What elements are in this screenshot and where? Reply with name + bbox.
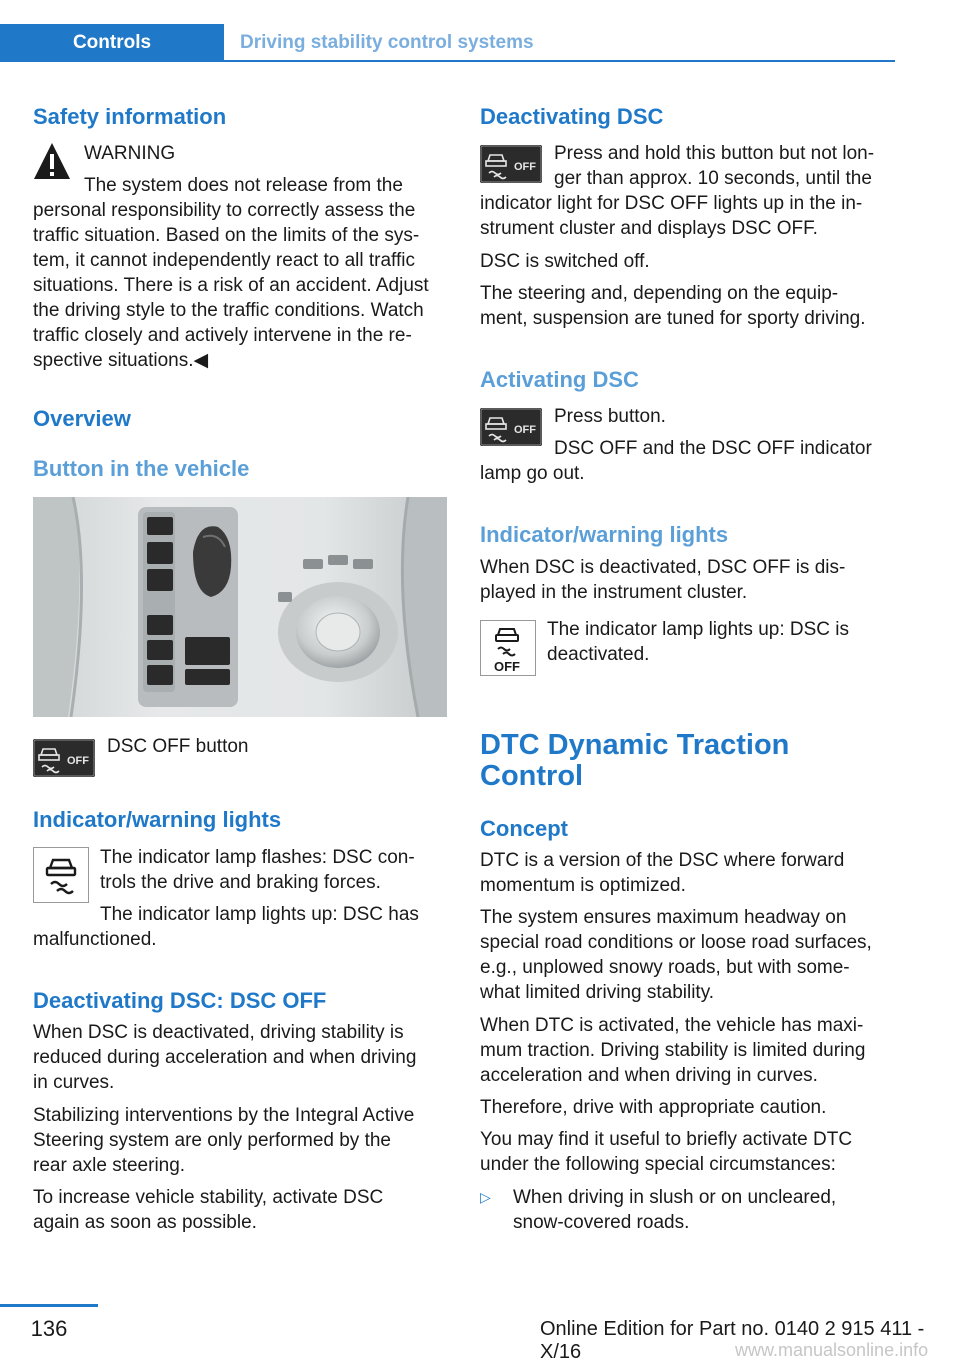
header-section-title: Driving stability control systems [240, 32, 534, 53]
concept-p3-line-2: mum traction. Driving stability is limited during [480, 1040, 866, 1061]
concept-p5-line-1: You may find it useful to briefly activate DTC [480, 1129, 853, 1150]
deactivating-p3-line-1: To increase vehicle stability, activate DSC [33, 1187, 384, 1208]
ind-p1-line-2: played in the instrument cluster. [480, 582, 748, 603]
deact-line-1: Press and hold this button but not lon- [554, 143, 875, 164]
warning-line-4: tem, it cannot independently react to all traffic [33, 250, 415, 271]
warning-line-1: The system does not release from the [84, 175, 403, 196]
dsc-off-button-icon-2 [480, 145, 542, 183]
concept-p2-line-1: The system ensures maximum headway on [480, 907, 847, 928]
dsc-off-indicator-icon [480, 620, 536, 676]
deactivating-p2-line-2: Steering system are only performed by the [33, 1130, 392, 1151]
svg-text:OFF: OFF [514, 424, 536, 436]
concept-p1-line-1: DTC is a version of the DSC where forward [480, 850, 845, 871]
ind-p1-line-1: When DSC is deactivated, DSC OFF is dis- [480, 557, 846, 578]
deact-line-4: strument cluster and displays DSC OFF. [480, 218, 818, 239]
indicator-heading-left: Indicator/warning lights [33, 807, 282, 832]
dsc-off-button-icon [33, 739, 95, 777]
header-chapter-tab[interactable] [0, 24, 224, 62]
concept-p1-line-2: momentum is optimized. [480, 875, 686, 896]
off-text: OFF [67, 755, 89, 767]
page-number: 136 [30, 1316, 68, 1341]
dsc-indicator-icon [33, 847, 89, 903]
steering-line-1: The steering and, depending on the equip- [480, 283, 839, 304]
overview-heading: Overview [33, 406, 131, 431]
header-chapter-label: Controls [72, 32, 152, 53]
footer-edition: Online Edition for Part no. 0140 2 915 411 - X/16 [540, 1318, 925, 1362]
header-rule [224, 60, 895, 62]
svg-text:OFF: OFF [514, 161, 536, 173]
indicator-text-1-line-1: The indicator lamp flashes: DSC con- [100, 847, 415, 868]
footer-rule [0, 1304, 98, 1307]
footer-watermark[interactable]: www.manualsonline.info [735, 1340, 929, 1360]
deact-line-3: indicator light for DSC OFF lights up in the in- [480, 193, 863, 214]
off-label: OFF [494, 659, 520, 674]
bullet-1-line-1: When driving in slush or on uncleared, [513, 1187, 837, 1208]
warning-line-3: traffic situation. Based on the limits of the sys- [33, 225, 420, 246]
indicator-text-2-line-2: malfunctioned. [33, 929, 157, 950]
dtc-heading-line-2: Control [480, 760, 584, 792]
warning-line-5: situations. There is a risk of an accident. Adjust [33, 275, 429, 296]
activating-dsc-heading: Activating DSC [480, 367, 639, 392]
concept-p2-line-4: what limited driving stability. [480, 982, 715, 1003]
indicator-text-2-line-1: The indicator lamp lights up: DSC has [100, 904, 419, 925]
bullet-1-line-2: snow-covered roads. [513, 1212, 690, 1233]
dsc-switched-off-text: DSC is switched off. [480, 251, 650, 272]
concept-p4: Therefore, drive with appropriate caution. [480, 1097, 827, 1118]
steering-line-2: ment, suspension are tuned for sporty driving. [480, 308, 866, 329]
dsc-off-lamp-line-2: lamp go out. [480, 463, 585, 484]
button-in-vehicle-heading: Button in the vehicle [33, 456, 250, 481]
warning-label: WARNING [84, 143, 176, 164]
dsc-off-button-caption: DSC OFF button [107, 736, 249, 757]
deactivating-p2-line-1: Stabilizing interventions by the Integral Active [33, 1105, 415, 1126]
deactivating-p1-line-2: reduced during acceleration and when driving [33, 1047, 417, 1068]
center-console-photo [33, 497, 447, 717]
warning-line-2: personal responsibility to correctly assess the [33, 200, 416, 221]
concept-p3-line-1: When DTC is activated, the vehicle has maxi- [480, 1015, 864, 1036]
warning-line-8: spective situations.◀ [33, 350, 209, 371]
deactivating-p3-line-2: again as soon as possible. [33, 1212, 257, 1233]
warning-triangle-icon [32, 141, 72, 183]
deactivating-p1-line-1: When DSC is deactivated, driving stability is [33, 1022, 404, 1043]
deactivating-p1-line-3: in curves. [33, 1072, 115, 1093]
dsc-off-button-icon-3 [480, 408, 542, 446]
concept-p2-line-2: special road conditions or loose road surfaces, [480, 932, 872, 953]
ind-p2-line-2: deactivated. [547, 644, 650, 665]
concept-heading: Concept [480, 816, 568, 841]
deactivating-dsc-heading: Deactivating DSC [480, 104, 664, 129]
safety-heading: Safety information [33, 104, 227, 129]
ind-p2-line-1: The indicator lamp lights up: DSC is [547, 619, 850, 640]
indicator-text-1-line-2: trols the drive and braking forces. [100, 872, 381, 893]
concept-p2-line-3: e.g., unplowed snowy roads, but with some- [480, 957, 850, 978]
dtc-heading-line-1: DTC Dynamic Traction [480, 729, 790, 761]
concept-p3-line-3: acceleration and when driving in curves. [480, 1065, 818, 1086]
indicator-heading-right: Indicator/warning lights [480, 522, 729, 547]
deactivating-p2-line-3: rear axle steering. [33, 1155, 186, 1176]
deact-line-2: ger than approx. 10 seconds, until the [554, 168, 872, 189]
warning-line-6: the driving style to the traffic conditions. Watch [33, 300, 424, 321]
bullet-triangle-icon: ▷ [480, 1189, 491, 1205]
concept-p5-line-2: under the following special circumstances: [480, 1154, 836, 1175]
press-button-text: Press button. [554, 406, 666, 427]
warning-line-7: traffic closely and actively intervene in the re- [33, 325, 412, 346]
page-header [0, 24, 895, 62]
deactivating-dsc-off-heading: Deactivating DSC: DSC OFF [33, 988, 327, 1013]
dsc-off-lamp-line-1: DSC OFF and the DSC OFF indicator [554, 438, 872, 459]
